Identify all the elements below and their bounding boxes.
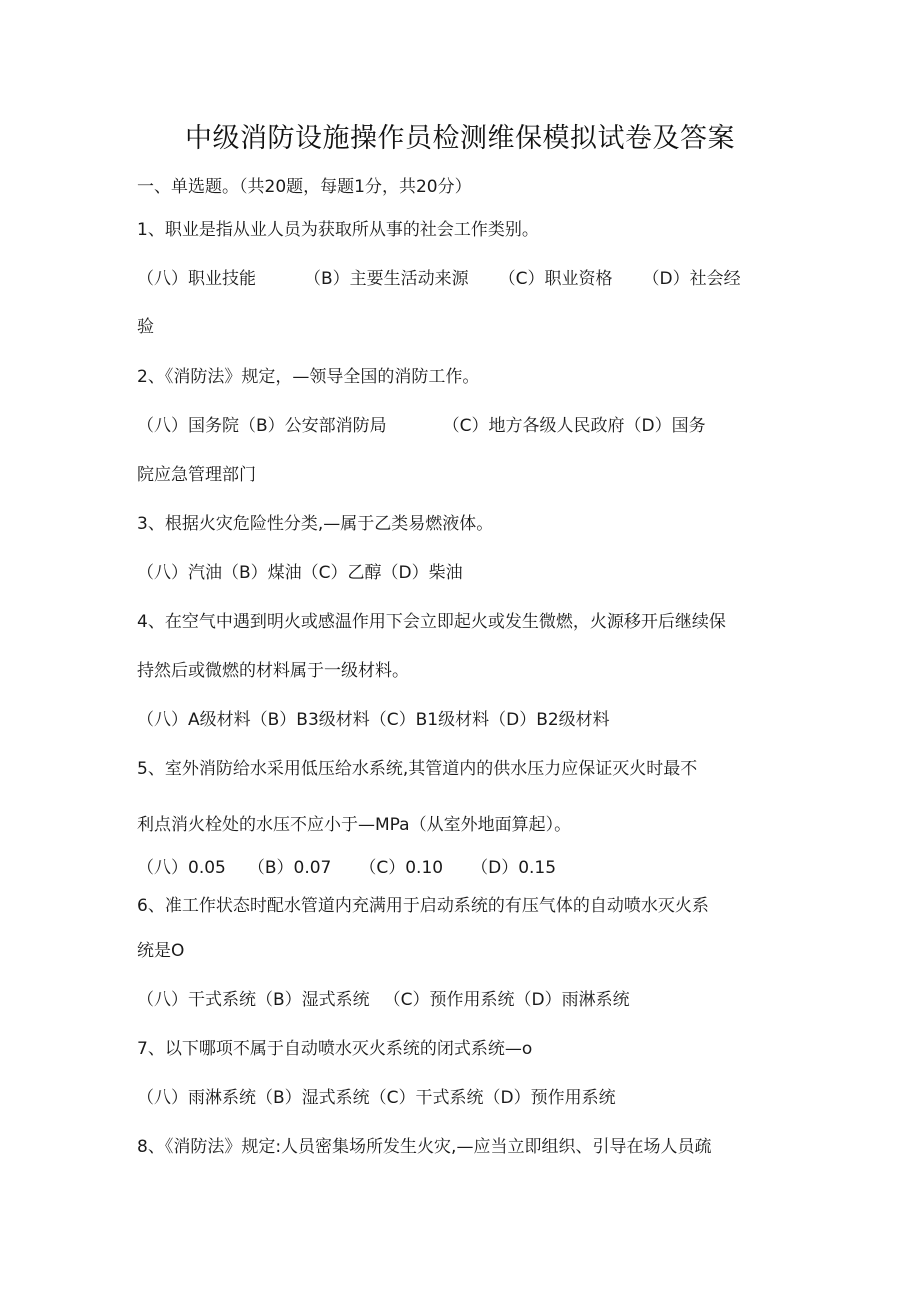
question-5-options: [137, 857, 556, 879]
question-2-options-cont: 院应急管理部门: [137, 465, 256, 485]
question-3-stem: 3、根据火灾危险性分类,—属于乙类易燃液体。: [137, 514, 494, 534]
question-5-option-c: （C）0.10: [359, 858, 444, 878]
question-3-options: （八）汽油（B）煤油（C）乙醇（D）柴油: [137, 563, 463, 583]
question-2-options: [137, 415, 706, 437]
question-1-option-b: （B）主要生活动来源: [304, 269, 469, 289]
question-1-stem: 1、职业是指从业人员为获取所从事的社会工作类别。: [137, 220, 539, 240]
question-1-option-d: （D）社会经: [642, 269, 741, 289]
question-6-option-ab: （八）干式系统（B）湿式系统: [137, 990, 370, 1010]
question-5-stem-line-2: 利点消火栓处的水压不应小于—MPa（从室外地面算起）。: [137, 815, 572, 835]
question-2-option-ab: （八）国务院（B）公安部消防局: [137, 416, 387, 436]
question-6-option-cd: （C）预作用系统（D）雨淋系统: [383, 990, 630, 1010]
document-title: 中级消防设施操作员检测维保模拟试卷及答案: [185, 123, 735, 154]
question-1-options-cont: 验: [137, 317, 154, 337]
question-1-options: [137, 268, 741, 290]
question-7-options: （八）雨淋系统（B）湿式系统（C）干式系统（D）预作用系统: [137, 1088, 616, 1108]
question-5-option-d: （D）0.15: [471, 858, 557, 878]
question-2-option-cd: （C）地方各级人民政府（D）国务: [442, 416, 706, 436]
question-7-stem: 7、以下哪项不属于自动喷水灭火系统的闭式系统—o: [137, 1039, 533, 1059]
question-6-stem-line-1: 6、准工作状态时配水管道内充满用于启动系统的有压气体的自动喷水灭火系: [137, 896, 709, 916]
question-5-stem-line-1: 5、室外消防给水采用低压给水系统,其管道内的供水压力应保证灭火时最不: [137, 759, 698, 779]
question-4-options: （八）A级材料（B）B3级材料（C）B1级材料（D）B2级材料: [137, 710, 610, 730]
question-5-option-b: （B）0.07: [247, 858, 332, 878]
question-4-stem-line-2: 持然后或微燃的材料属于一级材料。: [137, 661, 409, 681]
question-6-options: [137, 989, 630, 1011]
question-4-stem-line-1: 4、在空气中遇到明火或感温作用下会立即起火或发生微燃，火源移开后继续保: [137, 612, 726, 632]
question-6-stem-line-2: 统是O: [137, 941, 185, 961]
section-heading: 一、单选题。（共20题，每题1分，共20分）: [137, 177, 472, 197]
question-5-option-a: （八）0.05: [137, 858, 226, 878]
question-2-stem: 2、《消防法》规定，—领导全国的消防工作。: [137, 367, 480, 387]
question-1-option-c: （C）职业资格: [498, 269, 613, 289]
question-8-stem: 8、《消防法》规定:人员密集场所发生火灾,—应当立即组织、引导在场人员疏: [137, 1137, 712, 1157]
question-1-option-a: （八）职业技能: [137, 269, 256, 289]
